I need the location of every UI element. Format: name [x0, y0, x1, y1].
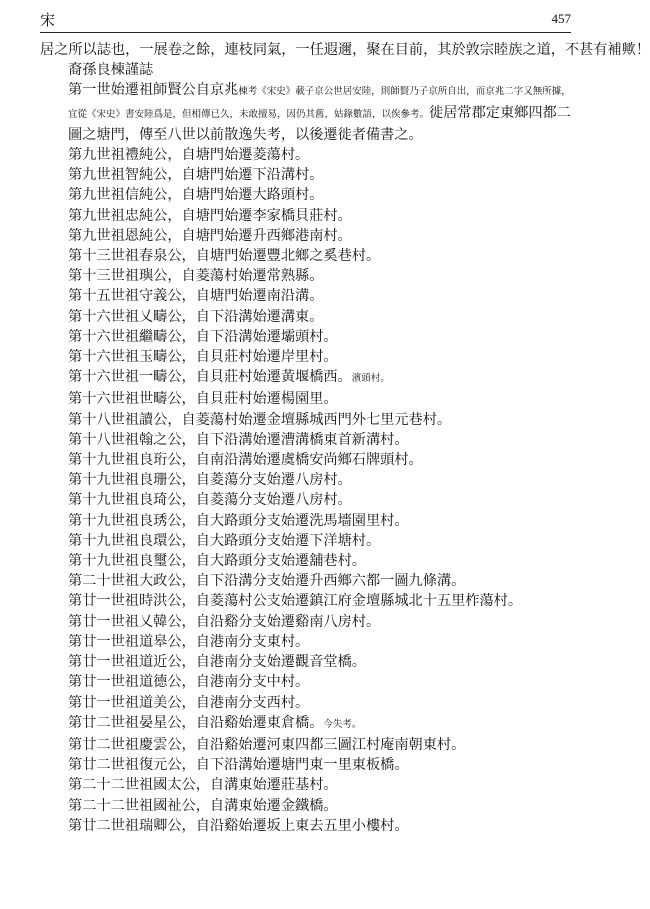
intro-note: 棟考《宋史》載子京公世居安陸，則師賢乃子京所自出，而京兆二字又無所據，宜從《宋史》書安陸爲是，但相傳已久，未敢擅易，因仍其舊，姑錄數語，以俟參考。 — [68, 86, 571, 120]
running-header — [40, 8, 571, 33]
entry-text: 第十五世祖守義公，自塘門始遷南沿溝。 — [68, 288, 324, 305]
entry-text: 第廿二世祖復元公，自下沿溝始遷塘門東一里東板橋。 — [68, 757, 409, 774]
entry-text: 第廿一世祖道近公，自港南分支始遷觀音堂橋。 — [68, 654, 366, 671]
entry-text: 第廿一世祖乂韓公，自沿谿分支始遷谿南八房村。 — [68, 613, 381, 630]
entry-text: 第九世祖忠純公，自塘門始遷李家橋貝莊村。 — [68, 207, 352, 224]
list-item — [40, 591, 571, 611]
entry-text: 第廿一世祖道德公，自港南分支中村。 — [68, 674, 310, 691]
list-item — [40, 185, 571, 205]
entry-text: 第九世祖智純公，自塘門始遷下沿溝村。 — [68, 167, 324, 184]
list-item — [40, 551, 571, 571]
entry-text: 第二十二世祖國祉公，自溝東始遷金鐵橋。 — [68, 797, 338, 814]
list-item — [40, 286, 571, 306]
list-item — [40, 490, 571, 510]
list-item — [40, 511, 571, 531]
entry-text: 第九世祖恩純公，自塘門始遷升西鄉港南村。 — [68, 227, 352, 244]
list-item — [40, 470, 571, 490]
entry-text: 第二十二世祖國太公，自溝東始遷莊基村。 — [68, 777, 338, 794]
entry-text: 第廿二世祖晏星公，自沿谿始遷東倉橋。 — [68, 714, 324, 731]
list-item — [40, 713, 571, 735]
entry-text: 第十九世祖良珩公，自南沿溝始遷虞橋安尚鄉石牌頭村。 — [68, 452, 423, 469]
list-item — [40, 410, 571, 430]
list-item — [40, 571, 571, 591]
opening-paragraph: 居之所以誌也，一展卷之餘，連枝同氣，一任遐邇，聚在目前，其於敦宗睦族之道，不甚有補歟！ — [40, 42, 650, 58]
entry-text: 第十六世祖繼疇公，自下沿溝始遷壩頭村。 — [68, 328, 338, 345]
list-item — [40, 612, 571, 632]
list-item — [40, 632, 571, 652]
list-item — [40, 816, 571, 836]
entry-text: 第十九世祖良珊公，自菱蕩分支始遷八房村。 — [68, 472, 352, 489]
entry-note: 今失考。 — [323, 718, 362, 730]
list-item — [40, 693, 571, 713]
entry-text: 第九世祖信純公，自塘門始遷大路頭村。 — [68, 187, 324, 204]
intro-tail: 徙居常郡定東鄉四都二圖之塘門，傳至八世以前散逸失考，以後遷徙者備書之。 — [68, 104, 571, 143]
entry-text: 第廿一世祖道美公，自港南分支西村。 — [68, 694, 310, 711]
list-item — [40, 206, 571, 226]
entry-text: 第二十世祖大政公，自下沿溝分支始遷升西鄉六都一圖九條溝。 — [68, 573, 466, 590]
list-item — [40, 165, 571, 185]
entry-text: 第廿二世祖瑞卿公，自沿谿始遷坂上東去五里小樓村。 — [68, 817, 409, 834]
list-item — [40, 266, 571, 286]
list-item — [40, 347, 571, 367]
entry-text: 第十六世祖乂疇公，自下沿溝始遷溝東。 — [68, 308, 324, 325]
list-item — [40, 672, 571, 692]
list-item — [40, 145, 571, 165]
entry-text: 第十九世祖良璽公，自大路頭分支始遷舖巷村。 — [68, 553, 366, 570]
entry-text: 第十六世祖一疇公，自貝莊村始遷黃堰橋西。 — [68, 369, 352, 386]
list-item — [40, 796, 571, 816]
entry-text: 第十六世祖玉疇公，自貝莊村始遷岸里村。 — [68, 349, 338, 366]
author-signature: 裔孫良棟謹誌 — [68, 62, 154, 79]
list-item — [40, 430, 571, 450]
list-item — [40, 531, 571, 551]
entry-text: 第十九世祖良琇公，自大路頭分支始遷洗馬墻園里村。 — [68, 512, 409, 529]
list-item — [40, 652, 571, 672]
entry-text: 第廿一世祖道皋公，自港南分支東村。 — [68, 633, 310, 650]
entry-text: 第十八世祖翰之公，自下沿溝始遷漕溝橋東首新溝村。 — [68, 431, 409, 448]
migration-list — [40, 145, 571, 836]
list-item — [40, 327, 571, 347]
entry-text: 第十三世祖春泉公，自塘門始遷豐北鄉之奚巷村。 — [68, 248, 381, 265]
page-body — [40, 40, 650, 836]
list-item — [40, 307, 571, 327]
list-item — [40, 226, 571, 246]
list-item — [40, 450, 571, 470]
entry-text: 第九世祖禮純公，自塘門始遷菱蕩村。 — [68, 147, 310, 164]
entry-note: 濱頭村。 — [351, 373, 390, 385]
intro-text: 第一世始遷祖師賢公自京兆 — [68, 82, 239, 99]
chapter-title: 宋 — [40, 11, 56, 29]
entry-text: 第十三世祖璵公，自菱蕩村始遷常熟縣。 — [68, 268, 324, 285]
entry-text: 第廿二世祖慶雲公，自沿谿始遷河東四都三圖江村庵南朝東村。 — [68, 736, 466, 753]
entry-text: 第十九世祖良琦公，自菱蕩分支始遷八房村。 — [68, 492, 352, 509]
list-item — [40, 735, 571, 755]
list-item — [40, 389, 571, 409]
list-item — [40, 246, 571, 266]
page-number: 457 — [551, 11, 571, 26]
entry-text: 第廿一世祖時洪公，自菱蕩村公支始遷鎮江府金壇縣城北十五里柞蕩村。 — [68, 593, 523, 610]
list-item — [40, 755, 571, 775]
list-item — [40, 775, 571, 795]
entry-text: 第十八世祖讀公，自菱蕩村始遷金壇縣城西門外七里元巷村。 — [68, 411, 452, 428]
intro-paragraph — [40, 80, 571, 145]
list-item — [40, 367, 571, 389]
entry-text: 第十六世祖世疇公，自貝莊村始遷楊園里。 — [68, 391, 338, 408]
entry-text: 第十九世祖良環公，自大路頭分支始遷下洋塘村。 — [68, 532, 381, 549]
